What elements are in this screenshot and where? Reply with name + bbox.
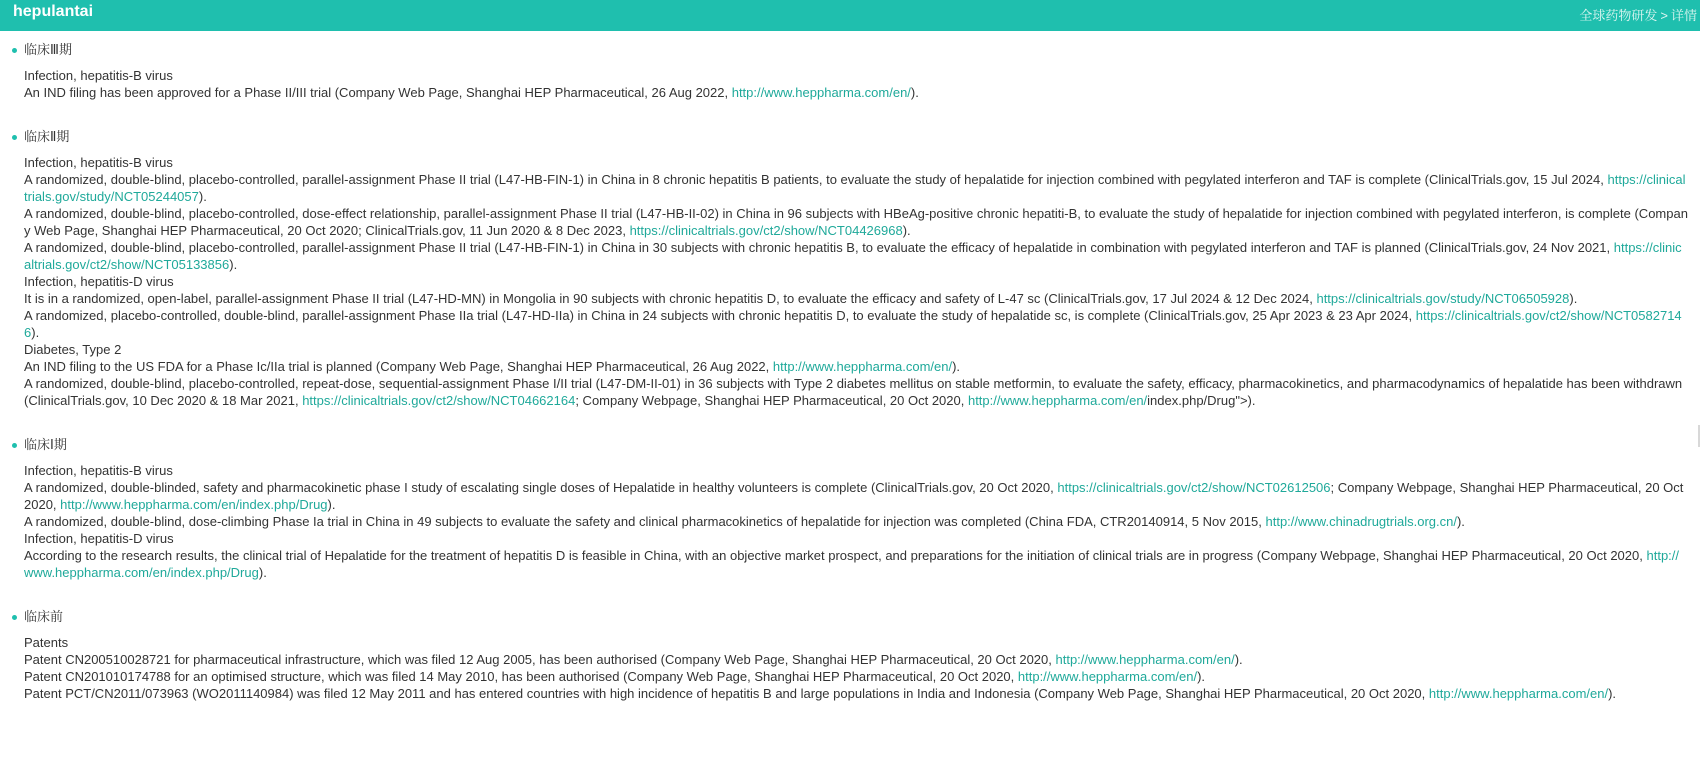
line-text-tail: ; Company Webpage, Shanghai HEP Pharmaceutical, 20 Oct 2020, (24, 480, 1684, 512)
phase-title: 临床Ⅰ期 (24, 437, 67, 452)
reference-link[interactable]: https://clinicaltrials.gov/ct2/show/NCT04426968 (629, 223, 903, 238)
phase-section (0, 128, 1700, 409)
detail-line (24, 154, 1688, 171)
phase-title: 临床Ⅱ期 (24, 129, 70, 144)
reference-link[interactable]: https://clinicaltrials.gov/ct2/show/NCT05827146 (24, 308, 1682, 340)
line-text: Patent PCT/CN2011/073963 (WO2011140984) was filed 12 May 2011 and has entered countries with high incidence of hepatitis B and large populations in India and Indonesia (Company Web Page, Shanghai HEP Pharmaceutical, 20 Oct 2020, (24, 686, 1429, 701)
detail-line (24, 239, 1688, 273)
line-text-tail: ). (902, 223, 911, 238)
line-text-tail: ). (1197, 669, 1206, 684)
phase-body (0, 154, 1700, 409)
reference-link[interactable]: https://clinicaltrials.gov/ct2/show/NCT04662164 (302, 393, 576, 408)
reference-link[interactable]: https://clinicaltrials.gov/ct2/show/NCT02612506 (1057, 480, 1331, 495)
app-title: hepulantai (13, 3, 94, 20)
line-text-tail: ). (1608, 686, 1617, 701)
line-text: According to the research results, the clinical trial of Hepalatide for the treatment of hepatitis D is feasible in China, with an objective market prospect, and preparations for the initiation of clinical trials are in progress (Company Webpage, Shanghai HEP Pharmaceutical, 20 Oct 2020, (24, 548, 1647, 563)
breadcrumb-link-global-drug-rnd[interactable]: 全球药物研发 (1579, 8, 1658, 23)
line-text-tail: ). (327, 497, 336, 512)
line-text: Infection, hepatitis-D virus (24, 274, 174, 289)
line-text: Infection, hepatitis-B virus (24, 463, 173, 478)
phase-body (0, 67, 1700, 101)
line-text-tail: ). (31, 325, 40, 340)
detail-line (24, 462, 1688, 479)
bullet-icon (12, 48, 17, 53)
line-text: Patent CN201010174788 for an optimised structure, which was filed 14 May 2010, has been authorised (Company Web Page, Shanghai HEP Pharmaceutical, 20 Oct 2020, (24, 669, 1018, 684)
phase-title: 临床Ⅲ期 (24, 42, 72, 57)
line-text-tail: ). (229, 257, 238, 272)
line-text: It is in a randomized, open-label, parallel-assignment Phase II trial (L47-HD-MN) in Mongolia in 90 subjects with chronic hepatitis D, to evaluate the efficacy and safety of L-47 sc (ClinicalTrials.gov, 17 Jul 2024 & 12 Dec 2024, (24, 291, 1317, 306)
line-text-tail: ). (910, 85, 919, 100)
reference-link[interactable]: http://www.heppharma.com/en/ (772, 359, 953, 374)
reference-link[interactable]: https://clinicaltrials.gov/study/NCT06505928 (1316, 291, 1570, 306)
detail-line (24, 358, 1688, 375)
line-text: A randomized, double-blind, dose-climbing Phase Ia trial in China in 49 subjects to evaluate the safety and clinical pharmacokinetics of hepalatide for injection was completed (China FDA, CTR20140914, 5 Nov 2015, (24, 514, 1266, 529)
detail-line (24, 273, 1688, 290)
reference-link[interactable]: http://www.heppharma.com/en/ (1055, 652, 1235, 667)
detail-line (24, 341, 1688, 358)
detail-line (24, 290, 1688, 307)
detail-line (24, 668, 1688, 685)
reference-link[interactable]: http://www.heppharma.com/en/ (731, 85, 911, 100)
line-text: A randomized, double-blind, placebo-controlled, repeat-dose, sequential-assignment Phase I/II trial (L47-DM-II-01) in 36 subjects with Type 2 diabetes mellitus on stable metformin, to evaluate the safety, efficacy, pharmacokinetics, and pharmacodynamics of hepalatide has been withdrawn (ClinicalTrials.gov, 10 Dec 2020 & 18 Mar 2021, (24, 376, 1683, 408)
line-text: An IND filing has been approved for a Phase II/III trial (Company Web Page, Shanghai HEP Pharmaceutical, 26 Aug 2022, (24, 85, 732, 100)
line-text-tail: ; Company Webpage, Shanghai HEP Pharmaceutical, 20 Oct 2020, (575, 393, 968, 408)
line-text: A randomized, placebo-controlled, double-blind, parallel-assignment Phase IIa trial (L47-HD-IIa) in China in 24 subjects with chronic hepatitis D, to evaluate the study of hepalatide sc, is complete (ClinicalTrials.gov, 25 Apr 2023 & 23 Apr 2024, (24, 308, 1416, 323)
breadcrumb-current: 详情 (1670, 8, 1697, 23)
line-text-tail: ). (198, 189, 207, 204)
detail-line (24, 307, 1688, 341)
reference-link[interactable]: https://clinicaltrials.gov/study/NCT05244057 (24, 172, 1686, 204)
detail-content (0, 31, 1700, 702)
phase-heading (0, 128, 1700, 146)
phase-body (0, 462, 1700, 581)
line-text: A randomized, double-blind, placebo-controlled, parallel-assignment Phase II trial (L47-HB-FIN-1) in China in 8 chronic hepatitis B patients, to evaluate the study of hepalatide for injection combined with pegylated interferon and TAF is complete (ClinicalTrials.gov, 15 Jul 2024, (24, 172, 1608, 187)
breadcrumb (1579, 5, 1697, 24)
line-text-tail: ). (258, 565, 267, 580)
reference-link[interactable]: http://www.heppharma.com/en/ (1428, 686, 1609, 701)
phase-heading (0, 436, 1700, 454)
bullet-icon (12, 443, 17, 448)
line-text: Infection, hepatitis-B virus (24, 155, 173, 170)
line-text: Infection, hepatitis-B virus (24, 68, 173, 83)
bullet-icon (12, 135, 17, 140)
phase-section (0, 41, 1700, 101)
line-text-tail: ). (1234, 652, 1243, 667)
line-text: Infection, hepatitis-D virus (24, 531, 174, 546)
detail-line (24, 84, 1688, 101)
detail-line (24, 375, 1688, 409)
reference-link[interactable]: https://clinicaltrials.gov/ct2/show/NCT05133856 (24, 240, 1682, 272)
line-text: Diabetes, Type 2 (24, 342, 122, 357)
reference-link[interactable]: http://www.chinadrugtrials.org.cn/ (1265, 514, 1457, 529)
detail-line (24, 685, 1688, 702)
detail-line (24, 547, 1688, 581)
breadcrumb-separator: > (1660, 8, 1668, 23)
phase-body (0, 634, 1700, 702)
line-text: A randomized, double-blind, placebo-controlled, dose-effect relationship, parallel-assignment Phase II trial (L47-HB-II-02) in China in 96 subjects with HBeAg-positive chronic hepatiti-B, to evaluate the study of hepalatide for injection combined with pegylated interferon, is complete (Company Web Page, Shanghai HEP Pharmaceutical, 20 Oct 2020; ClinicalTrials.gov, 11 Jun 2020 & 8 Dec 2023, (24, 206, 1688, 238)
line-text-tail: index.php/Drug">). (1147, 393, 1256, 408)
detail-line (24, 651, 1688, 668)
line-text: A randomized, double-blind, placebo-controlled, parallel-assignment Phase II trial (L47-HB-FIN-1) in China in 30 subjects with chronic hepatitis B, to evaluate the efficacy of hepalatide in combination with pegylated interferon and TAF is planned (ClinicalTrials.gov, 24 Nov 2021, (24, 240, 1614, 255)
phase-heading (0, 608, 1700, 626)
detail-line (24, 171, 1688, 205)
reference-link[interactable]: http://www.heppharma.com/en/ (1017, 669, 1198, 684)
header-bar (0, 0, 1700, 31)
detail-line (24, 513, 1688, 530)
line-text-tail: ). (1456, 514, 1465, 529)
reference-link[interactable]: http://www.heppharma.com/en/index.php/Drug (24, 548, 1680, 580)
phase-section (0, 436, 1700, 581)
detail-line (24, 634, 1688, 651)
reference-link[interactable]: http://www.heppharma.com/en/ (967, 393, 1148, 408)
bullet-icon (12, 615, 17, 620)
reference-link[interactable]: http://www.heppharma.com/en/index.php/Drug (60, 497, 328, 512)
line-text: Patent CN200510028721 for pharmaceutical infrastructure, which was filed 12 Aug 2005, has been authorised (Company Web Page, Shanghai HEP Pharmaceutical, 20 Oct 2020, (24, 652, 1056, 667)
phase-title: 临床前 (24, 609, 64, 624)
detail-line (24, 530, 1688, 547)
line-text-tail: ). (952, 359, 961, 374)
phase-section (0, 608, 1700, 702)
phase-heading (0, 41, 1700, 59)
detail-line (24, 479, 1688, 513)
line-text-tail: ). (1569, 291, 1578, 306)
detail-line (24, 67, 1688, 84)
line-text: A randomized, double-blinded, safety and pharmacokinetic phase I study of escalating single doses of Hepalatide in healthy volunteers is complete (ClinicalTrials.gov, 20 Oct 2020, (24, 480, 1058, 495)
detail-line (24, 205, 1688, 239)
line-text: Patents (24, 635, 69, 650)
line-text: An IND filing to the US FDA for a Phase Ic/IIa trial is planned (Company Web Page, Shanghai HEP Pharmaceutical, 26 Aug 2022, (24, 359, 773, 374)
